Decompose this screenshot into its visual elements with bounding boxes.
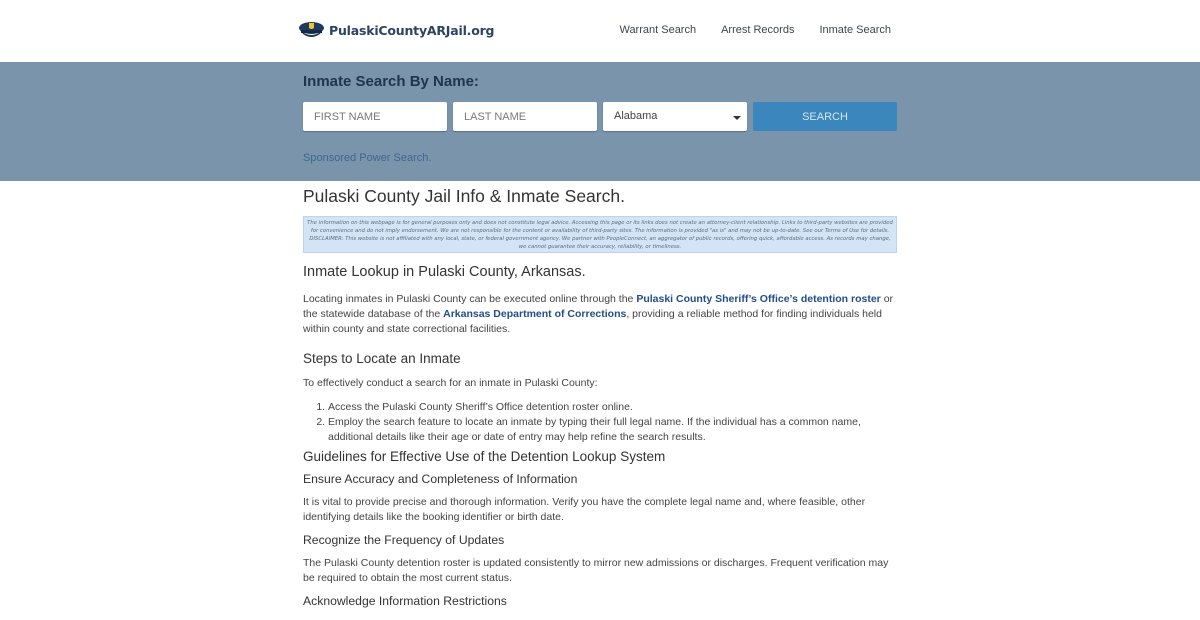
lookup-heading: Inmate Lookup in Pulaski County, Arkansas. (303, 264, 586, 280)
sponsored-search-link[interactable]: Sponsored Power Search. (303, 152, 432, 164)
intro-paragraph (303, 292, 897, 337)
first-name-input[interactable] (303, 102, 447, 131)
page-title: Pulaski County Jail Info & Inmate Search. (303, 186, 625, 206)
last-name-input[interactable] (453, 102, 597, 131)
steps-intro: To effectively conduct a search for an inmate in Pulaski County: (303, 377, 598, 389)
step-item: 2. Employ the search feature to locate an inmate by typing their full legal name. If the individual has a common name, additional details like their age or date of entry may help refine the search results. (328, 415, 897, 445)
caret-down-icon (733, 116, 741, 120)
arkansas-doc-link[interactable]: Arkansas Department of Corrections (443, 308, 627, 320)
site-header (0, 0, 1200, 62)
frequency-heading: Recognize the Frequency of Updates (303, 533, 505, 547)
nav-inmate-search[interactable]: Inmate Search (819, 24, 891, 36)
state-select-value: Alabama (614, 110, 658, 122)
police-cap-icon (298, 20, 325, 40)
steps-list (303, 400, 897, 445)
accuracy-heading: Ensure Accuracy and Completeness of Information (303, 472, 578, 486)
logo-text: PulaskiCountyARJail.org (329, 22, 495, 38)
site-logo[interactable] (298, 20, 494, 40)
step-item: 1. Access the Pulaski County Sheriff’s Office detention roster online. (328, 400, 897, 415)
disclaimer-box: The information on this webpage is for general purposes only and does not constitute legal advice. Accessing this page or its links does not create an attorney-client relationship. Links to third-party websites are provided for convenience and do not imply endorsement. We are not responsible for the content or availability of third-party sites. The information is provided "as is" and may not be up-to-date. See our Terms of Use for details. DISCLAIMER: This website is not affiliated with any local, state, or federal government agency. We partner with PeopleConnect, an aggregator of public records, offering quick, affordable access. As records may change, we cannot guarantee their accuracy, reliability, or timeliness. (303, 216, 897, 253)
intro-text-2: or the statewide database of the (303, 293, 894, 320)
frequency-text: The Pulaski County detention roster is updated consistently to mirror new admissions or discharges. Frequent verification may be required to obtain the most current status. (303, 557, 889, 584)
intro-text-3: , providing a reliable method for finding individuals held within county and state correctional facilities. (303, 308, 882, 335)
restrictions-heading: Acknowledge Information Restrictions (303, 594, 507, 608)
nav-arrest-records[interactable]: Arrest Records (721, 24, 795, 36)
intro-text-1: Locating inmates in Pulaski County can be executed online through the (303, 293, 637, 305)
steps-heading: Steps to Locate an Inmate (303, 351, 461, 366)
guidelines-heading: Guidelines for Effective Use of the Detention Lookup System (303, 449, 666, 464)
sheriff-roster-link[interactable]: Pulaski County Sheriff’s Office’s detention roster (636, 293, 881, 305)
search-button[interactable]: SEARCH (753, 102, 897, 131)
search-title: Inmate Search By Name: (303, 73, 479, 90)
main-nav (619, 24, 891, 36)
search-banner (0, 62, 1200, 181)
nav-warrant-search[interactable]: Warrant Search (619, 24, 697, 36)
accuracy-text: It is vital to provide precise and thorough information. Verify you have the complete legal name and, where feasible, other identifying details like the booking identifier or birth date. (303, 496, 866, 523)
main-content (303, 181, 897, 608)
state-select[interactable] (603, 102, 747, 131)
